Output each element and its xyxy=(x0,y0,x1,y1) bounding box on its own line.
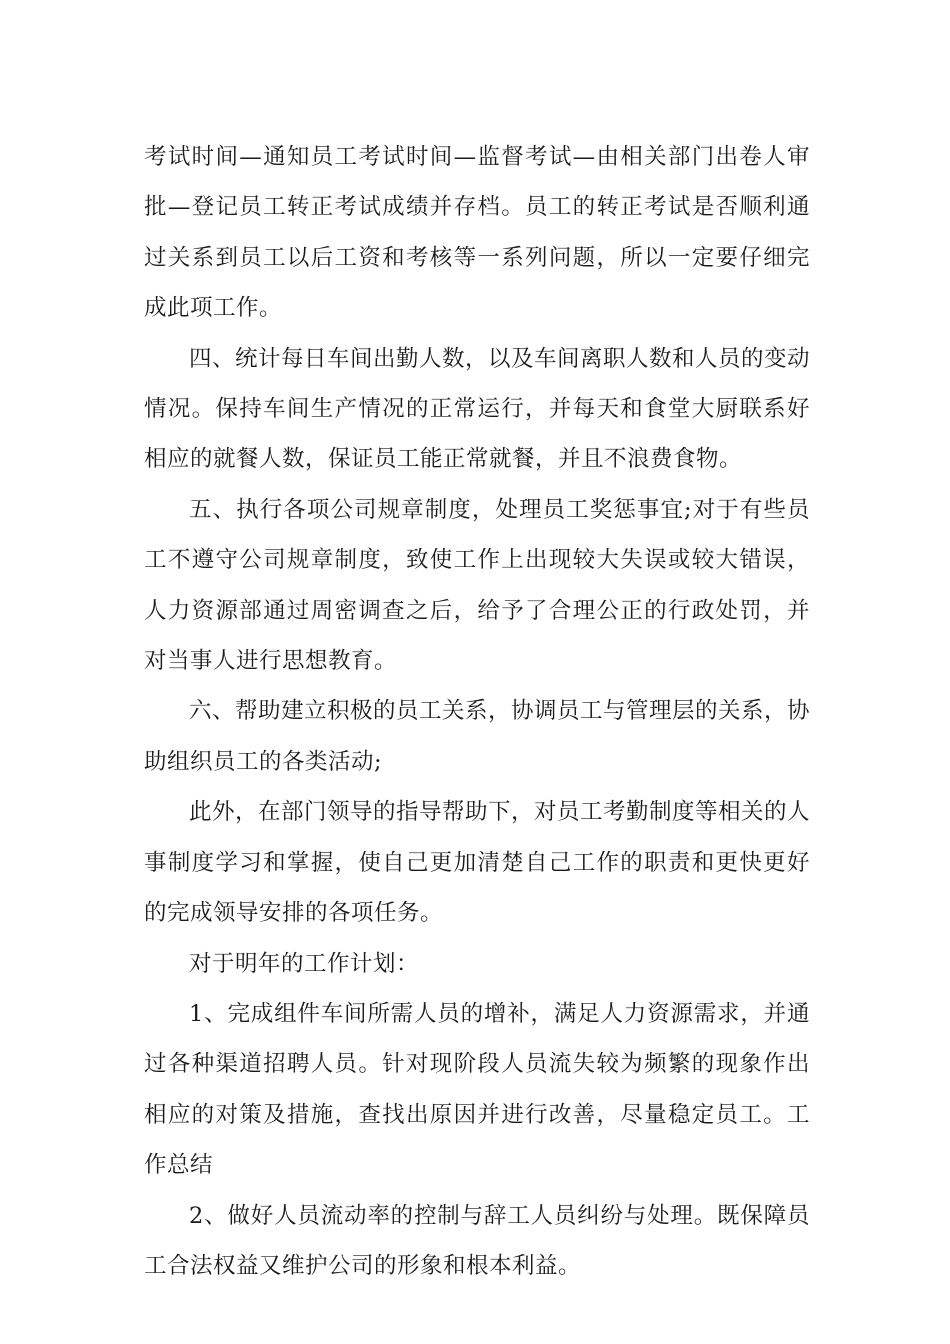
paragraph-attendance: 四、统计每日车间出勤人数，以及车间离职人数和人员的变动情况。保持车间生产情况的正常运行，并每天和食堂大厨联系好相应的就餐人数，保证员工能正常就餐，并且不浪费食物。 xyxy=(144,345,811,473)
paragraph-plan-item-1: 1、完成组件车间所需人员的增补，满足人力资源需求，并通过各种渠道招聘人员。针对现阶段人员流失较为频繁的现象作出相应的对策及措施，查找出原因并进行改善，尽量稳定员工。工作总结 xyxy=(144,1000,810,1179)
paragraph-employee-relations: 六、帮助建立积极的员工关系，协调员工与管理层的关系，协助组织员工的各类活动; xyxy=(144,698,811,775)
paragraph-plan-item-2: 2、做好人员流动率的控制与辞工人员纠纷与处理。既保障员工合法权益又维护公司的形象和根本利益。 xyxy=(144,1202,810,1279)
document-body xyxy=(144,132,810,1291)
paragraph-regulations: 五、执行各项公司规章制度，处理员工奖惩事宜;对于有些员工不遵守公司规章制度，致使工作上出现较大失误或较大错误，人力资源部通过周密调查之后，给予了合理公正的行政处罚，并对当事人进行思想教育。 xyxy=(144,496,810,675)
paragraph-exam-process: 考试时间—通知员工考试时间—监督考试—由相关部门出卷人审批—登记员工转正考试成绩并存档。员工的转正考试是否顺利通过关系到员工以后工资和考核等一系列问题，所以一定要仔细完成此项工作。 xyxy=(144,144,810,322)
paragraph-learning: 此外，在部门领导的指导帮助下，对员工考勤制度等相关的人事制度学习和掌握，使自己更加清楚自己工作的职责和更快更好的完成领导安排的各项任务。 xyxy=(144,799,811,927)
paragraph-next-year-heading: 对于明年的工作计划： xyxy=(189,950,420,977)
